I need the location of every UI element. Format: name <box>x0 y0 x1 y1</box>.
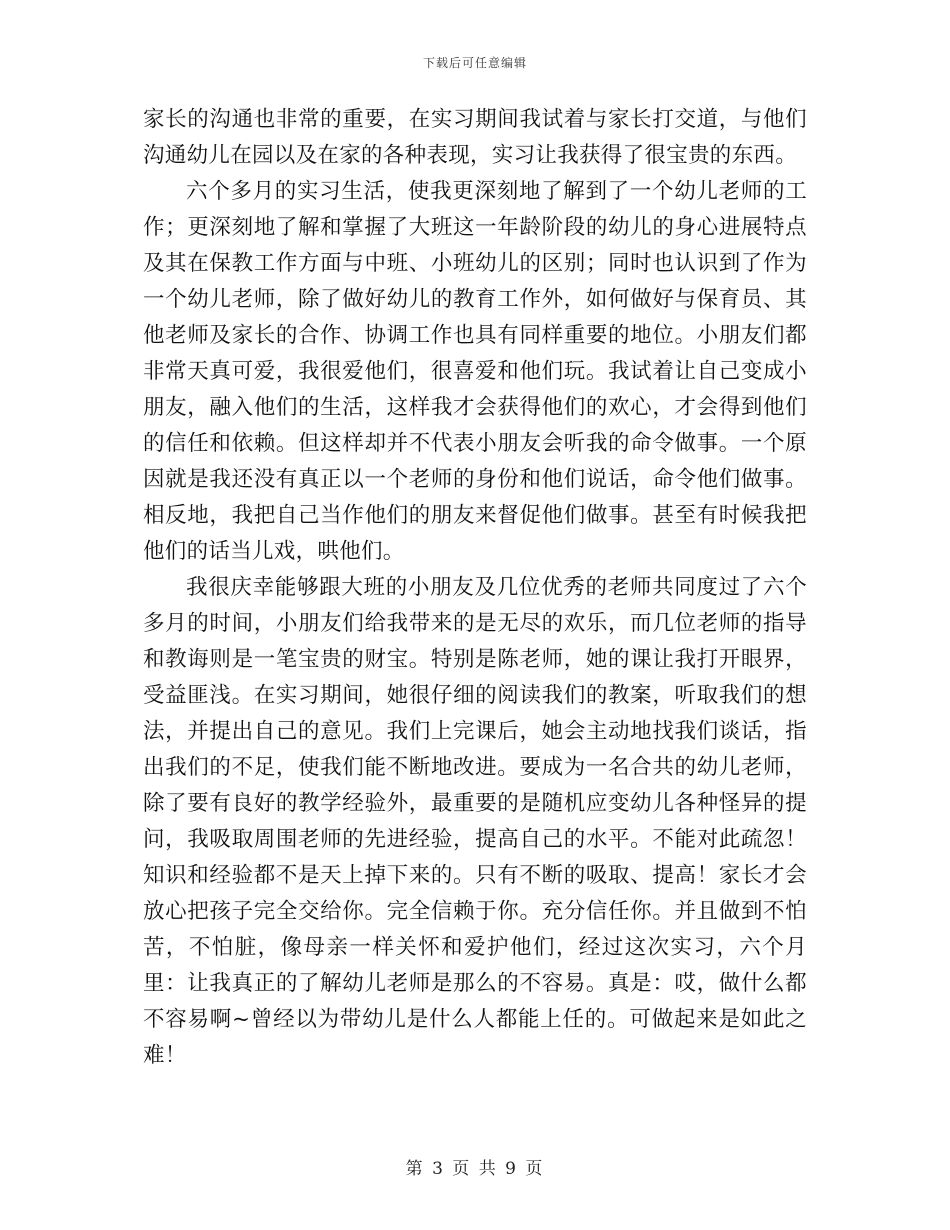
paragraph-1: 家长的沟通也非常的重要，在实习期间我试着与家长打交道，与他们沟通幼儿在园以及在家的各种表现，实习让我获得了很宝贵的东西。 <box>143 107 807 168</box>
page-header: 下载后可任意编辑 <box>422 56 527 70</box>
page-footer: 第 3 页 共 9 页 <box>405 1159 545 1179</box>
document-body <box>143 102 807 1074</box>
paragraph-2: 六个多月的实习生活，使我更深刻地了解到了一个幼儿老师的工作；更深刻地了解和掌握了大班这一年龄阶段的幼儿的身心进展特点及其在保教工作方面与中班、小班幼儿的区别；同时也认识到了作为一个幼儿老师，除了做好幼儿的教育工作外，如何做好与保育员、其他老师及家长的合作、协调工作也具有同样重要的地位。小朋友们都非常天真可爱，我很爱他们，很喜爱和他们玩。我试着让自己变成小朋友，融入他们的生活，这样我才会获得他们的欢心，才会得到他们的信任和依赖。但这样却并不代表小朋友会听我的命令做事。一个原因就是我还没有真正以一个老师的身份和他们说话，命令他们做事。相反地，我把自己当作他们的朋友来督促他们做事。甚至有时候我把他们的话当儿戏，哄他们。 <box>143 179 807 564</box>
paragraph-3: 我很庆幸能够跟大班的小朋友及几位优秀的老师共同度过了六个多月的时间，小朋友们给我带来的是无尽的欢乐，而几位老师的指导和教诲则是一笔宝贵的财宝。特别是陈老师，她的课让我打开眼界，受益匪浅。在实习期间，她很仔细的阅读我们的教案，听取我们的想法，并提出自己的意见。我们上完课后，她会主动地找我们谈话，指出我们的不足，使我们能不断地改进。要成为一名合共的幼儿老师，除了要有良好的教学经验外，最重要的是随机应变幼儿各种怪异的提问，我吸取周围老师的先进经验，提高自己的水平。不能对此疏忽！知识和经验都不是天上掉下来的。只有不断的吸取、提高！家长才会放心把孩子完全交给你。完全信赖于你。充分信任你。并且做到不怕苦，不怕脏，像母亲一样关怀和爱护他们，经过这次实习，六个月里：让我真正的了解幼儿老师是那么的不容易。真是：哎，做什么都不容易啊~曾经以为带幼儿是什么人都能上任的。可做起来是如此之难！ <box>143 575 807 1068</box>
